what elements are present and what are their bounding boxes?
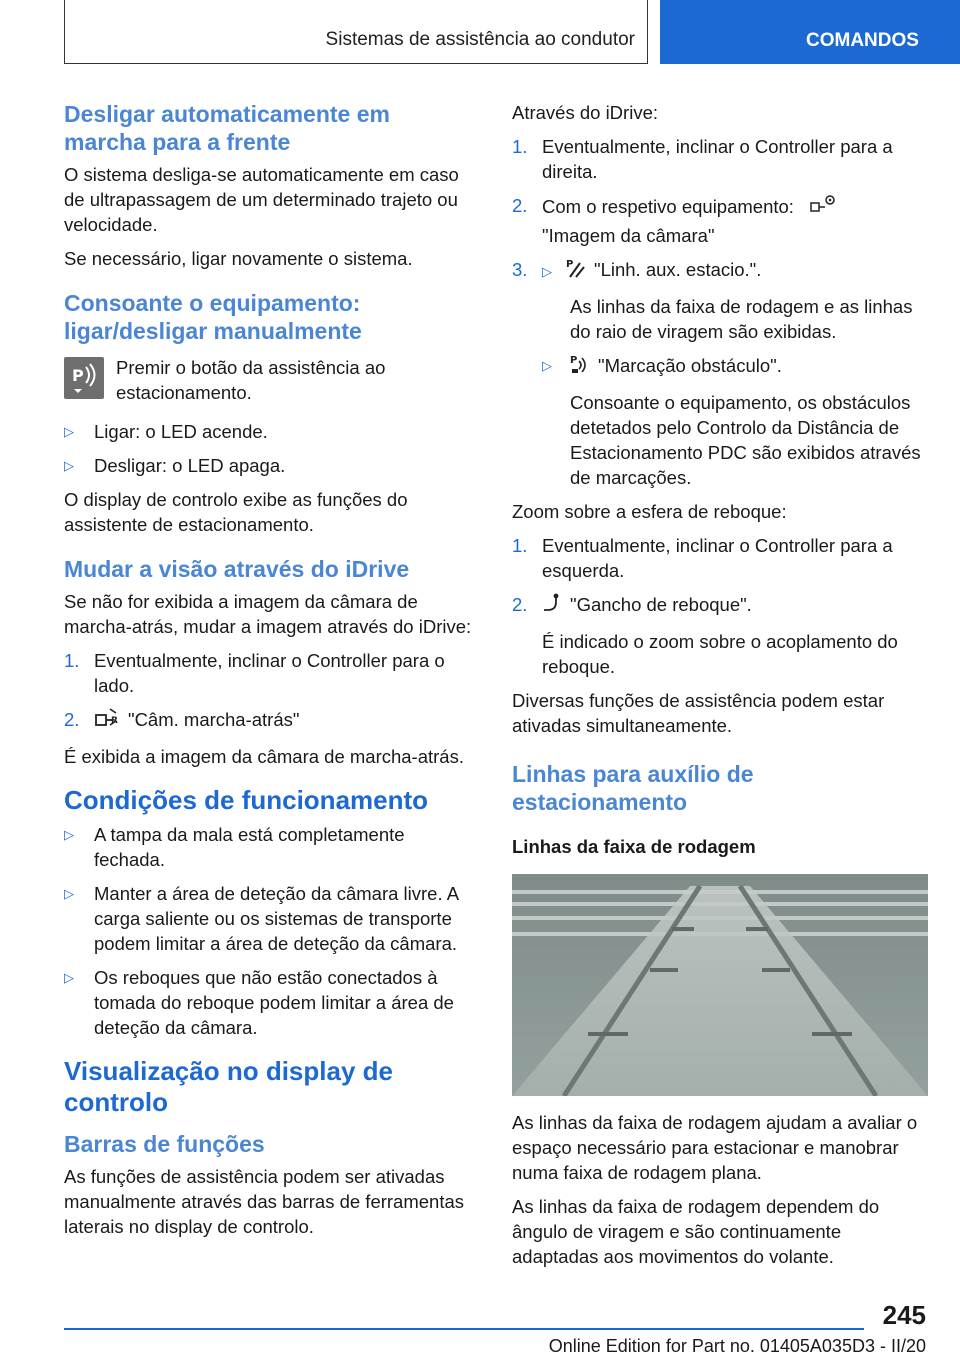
tow-hook-icon [542, 592, 562, 620]
svg-text:P: ▷ P [570, 355, 578, 367]
step-number: 2. [512, 195, 528, 216]
list-item [512, 592, 928, 620]
list-item: ▷ Ligar: o LED acende. [64, 419, 476, 444]
lane-lines-illustration [512, 874, 928, 1096]
paragraph: É indicado o zoom sobre o acoplamento do reboque. [542, 631, 898, 678]
zoom-steps [512, 533, 928, 620]
camera-settings-icon [807, 193, 837, 223]
paragraph: As linhas da faixa de rodagem dependem do ângulo de viragem e são continuamente adaptadas aos movimentos do volante. [512, 1196, 880, 1268]
led-list [64, 419, 476, 478]
obstacle-marking-icon [570, 353, 590, 381]
parking-assist-button-icon [64, 357, 104, 399]
step-text: "Câm. marcha-atrás" [128, 709, 300, 730]
obstacle-list [512, 353, 928, 381]
paragraph: As funções de assistência podem ser ativadas manualmente através das barras de ferramentas laterais no display de controlo. [64, 1166, 465, 1238]
paragraph: Diversas funções de assistência podem estar ativadas simultaneamente. [512, 690, 885, 737]
list-item: ▷ A tampa da mala está completamente fechada. [64, 822, 476, 872]
chapter-tab[interactable]: COMANDOS [660, 0, 960, 64]
paragraph: Se não for exibida a imagem da câmara de marcha-atrás, mudar a imagem através do iDrive: [64, 591, 472, 637]
heading-auto-off: Desligar automaticamente em marcha para a frente [64, 101, 390, 155]
list-item: ▷ Manter a área de deteção da câmara livre. A carga saliente ou os sistemas de transporte podem limitar a área de deteção da câmara. [64, 881, 476, 956]
idrive-steps [64, 648, 476, 735]
triangle-marker-icon: ▷ [542, 264, 552, 279]
paragraph: O display de controlo exibe as funções do assistente de estacionamento. [64, 489, 408, 535]
svg-text:P: P [72, 366, 84, 385]
pdc-button-row [64, 355, 476, 405]
rear-camera-icon [94, 707, 120, 735]
paragraph: É exibida a imagem da câmara de marcha-atrás. [64, 746, 464, 768]
list-item: ▷ Desligar: o LED apaga. [64, 453, 476, 478]
svg-text:P: P [566, 259, 574, 271]
step-number: 3. [512, 259, 528, 280]
right-column [512, 100, 928, 1278]
left-column [64, 100, 476, 1248]
step-number: 1. [512, 136, 528, 157]
paragraph: Se necessário, ligar novamente o sistema. [64, 248, 413, 269]
heading-parking-lines: Linhas para auxílio de estacionamento [512, 761, 754, 816]
page-number: 245 [882, 1300, 926, 1330]
list-item [64, 648, 476, 698]
list-item [64, 707, 476, 735]
heading-conditions: Condições de funcionamento [64, 785, 429, 816]
heading-manual: Consoante o equipamento: ligar/desligar manualmente [64, 290, 362, 344]
list-item [512, 257, 928, 285]
paragraph: O sistema desliga-se automaticamente em caso de ultrapassagem de um determinado trajeto ou velocidade. [64, 164, 459, 235]
heading-function-bars: Barras de funções [64, 1131, 265, 1158]
svg-text:R: R [111, 716, 118, 727]
step-text: "Gancho de reboque". [570, 594, 752, 616]
paragraph: Zoom sobre a esfera de reboque: [512, 501, 787, 523]
conditions-list [64, 822, 476, 1040]
list-item [512, 193, 928, 248]
step-text: "Linh. aux. estacio.". [594, 259, 762, 280]
step-number: 1. [64, 650, 80, 671]
footer-divider [64, 1328, 864, 1330]
camera-steps [512, 134, 928, 285]
heading-visualization: Visualização no display de controlo [64, 1056, 393, 1118]
heading-idrive: Mudar a visão através do iDrive [64, 556, 410, 582]
button-instruction: Premir o botão da assistência ao estacionamento. [116, 357, 386, 403]
section-title: Sistemas de assistência ao condutor [325, 29, 635, 50]
list-item [512, 134, 928, 184]
step-text: Eventualmente, inclinar o Controller para a esquerda. [542, 535, 893, 582]
heading-lane-lines: Linhas da faixa de rodagem [512, 836, 756, 858]
step-text: "Marcação obstáculo". [598, 355, 782, 377]
step-text: Eventualmente, inclinar o Controller para a direita. [542, 136, 893, 182]
header-box [64, 0, 648, 64]
step-text: Eventualmente, inclinar o Controller para o lado. [94, 650, 445, 696]
parking-lines-icon [566, 257, 586, 285]
edition-text: Online Edition for Part no. 01405A035D3 - II/20 [548, 1336, 926, 1356]
list-item [512, 353, 928, 381]
step-number: 1. [512, 535, 528, 557]
paragraph: As linhas da faixa de rodagem ajudam a avaliar o espaço necessário para estacionar e manobrar numa faixa de rodagem plana. [512, 1112, 918, 1184]
step-text-2: "Imagem da câmara" [542, 225, 715, 246]
paragraph: Através do iDrive: [512, 102, 658, 123]
paragraph: Consoante o equipamento, os obstáculos detetados pelo Controlo da Distância de Estacionamento PDC são exibidos através de marcações. [570, 392, 921, 489]
list-item: ▷ Os reboques que não estão conectados à tomada do reboque podem limitar a área de deteção da câmara. [64, 965, 476, 1040]
list-item [512, 533, 928, 583]
paragraph: As linhas da faixa de rodagem e as linhas do raio de viragem são exibidas. [570, 296, 913, 343]
step-text: Com o respetivo equipamento: [542, 195, 794, 217]
step-number: 2. [64, 709, 80, 730]
step-number: 2. [512, 594, 528, 616]
